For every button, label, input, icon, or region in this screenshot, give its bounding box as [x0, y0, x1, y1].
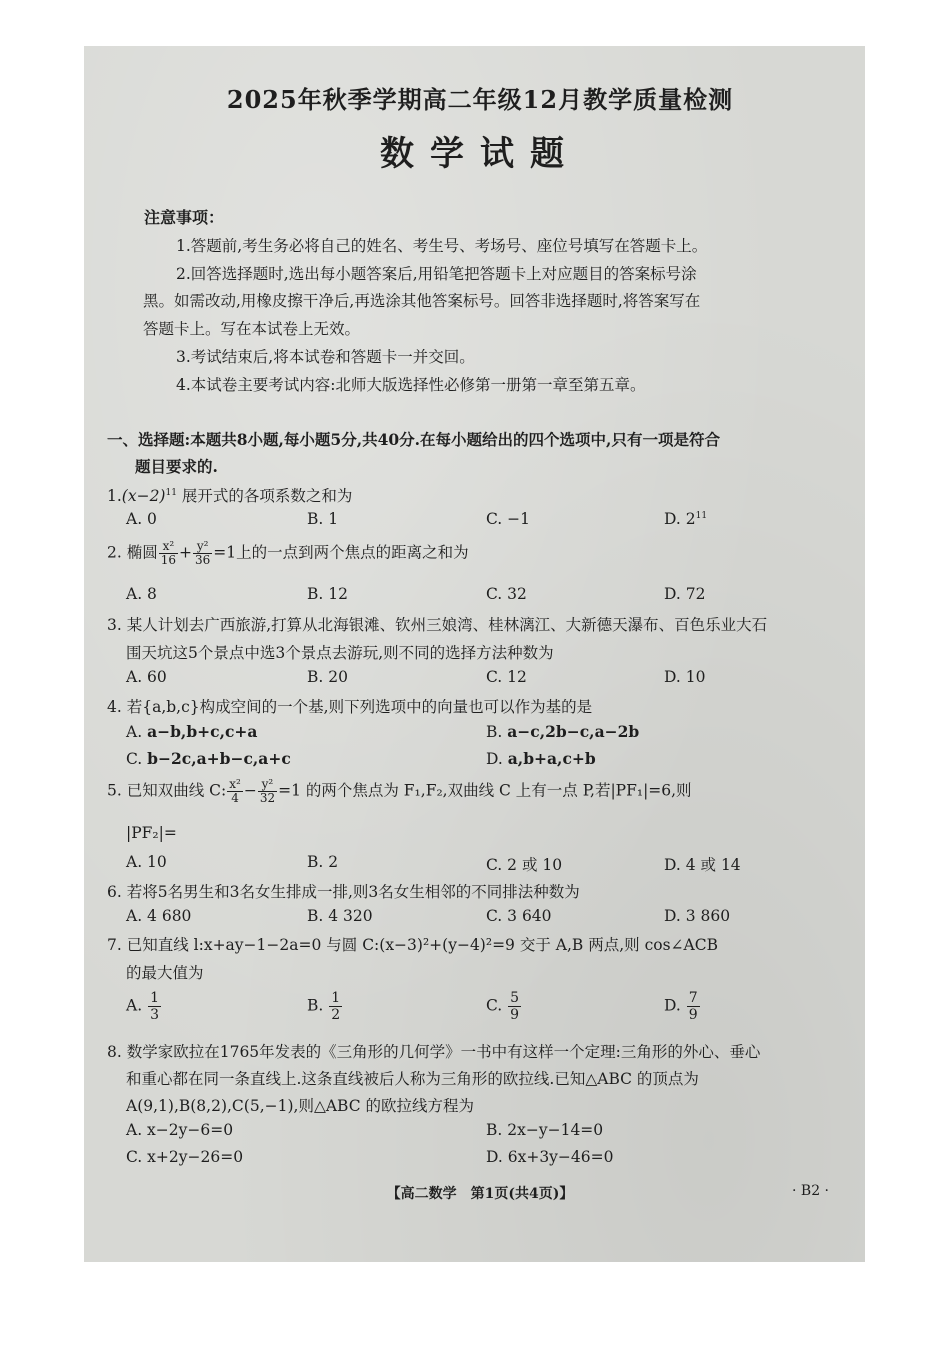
q2-fraction-y	[193, 540, 212, 567]
question-8: 8. 数学家欧拉在1765年发表的《三角形的几何学》一书中有这样一个定理:三角形的外心、垂心	[107, 1043, 761, 1061]
q7-option-d-fraction	[687, 990, 700, 1023]
q7-option-d-num: 7	[688, 990, 698, 1006]
q2-plus: +	[179, 543, 192, 562]
q1-number: 1.	[107, 487, 122, 505]
q4-option-a	[126, 722, 257, 741]
question-7-cont: 的最大值为	[126, 964, 204, 982]
q8-option-d: D. 6x+3y−46=0	[486, 1148, 614, 1166]
q1-option-d-base: D. 2	[664, 510, 696, 528]
q5-fraction-x	[227, 778, 243, 805]
q7-option-c-fraction	[508, 990, 521, 1023]
q1-exponent: 11	[165, 487, 177, 498]
q6-option-a: A. 4 680	[126, 907, 192, 925]
q2-fraction-y-den: 36	[195, 553, 211, 567]
q1-option-a: A. 0	[126, 510, 157, 528]
notice-item-2: 2.回答选择题时,选出每小题答案后,用铅笔把答题卡上对应题目的答案标号涂	[176, 265, 697, 283]
q2-fraction-y-num: y²	[193, 540, 212, 554]
q4-option-b	[486, 722, 639, 741]
q2-fraction-x-num: x²	[159, 540, 178, 554]
notice-item-4: 4.本试卷主要考试内容:北师大版选择性必修第一册第一章至第五章。	[176, 376, 646, 394]
q1-option-d	[664, 510, 707, 528]
q4-option-c-vectors: b−2c,a+b−c,a+c	[147, 749, 291, 768]
q7-option-a-label: A.	[126, 996, 143, 1015]
question-8-end: A(9,1),B(8,2),C(5,−1),则△ABC 的欧拉线方程为	[126, 1097, 475, 1115]
q4-option-d	[486, 749, 596, 768]
q6-option-c: C. 3 640	[486, 907, 552, 925]
q7-option-c-den: 9	[510, 1007, 520, 1023]
notice-heading: 注意事项：	[144, 208, 225, 227]
section-heading-cont: 题目要求的.	[135, 457, 218, 476]
section-heading: 一、选择题:本题共8小题,每小题5分,共40分.在每小题给出的四个选项中,只有一项是符合	[107, 430, 720, 449]
exam-subject-title: 数学试题	[380, 134, 580, 174]
question-5-cont: |PF₂|=	[126, 824, 177, 842]
exam-title: 2025年秋季学期高二年级12月教学质量检测	[226, 85, 734, 114]
q1-text: 展开式的各项系数之和为	[176, 487, 353, 505]
q4-option-d-vectors: a,b+a,c+b	[507, 749, 596, 768]
q7-option-d	[664, 990, 701, 1023]
question-3: 3. 某人计划去广西旅游,打算从北海银滩、钦州三娘湾、桂林漓江、大新德天瀑布、百色乐业大石	[107, 616, 768, 634]
q4-option-a-vectors: a−b,b+c,c+a	[147, 722, 258, 741]
q5-option-d: D. 4 或 14	[664, 856, 741, 874]
question-5	[107, 778, 692, 805]
notice-item-2-end: 答题卡上。写在本试卷上无效。	[143, 320, 361, 338]
q7-option-a	[126, 990, 162, 1023]
q3-option-b: B. 20	[307, 668, 348, 686]
question-4: 4. 若{a,b,c}构成空间的一个基,则下列选项中的向量也可以作为基的是	[107, 698, 593, 716]
q2-option-b: B. 12	[307, 585, 348, 603]
q7-option-b	[307, 990, 343, 1023]
question-7: 7. 已知直线 l:x+ay−1−2a=0 与圆 C:(x−3)²+(y−4)²=9 交于 A,B 两点,则 cos∠ACB	[107, 936, 718, 954]
q7-option-b-den: 2	[331, 1007, 341, 1023]
q3-option-a: A. 60	[126, 668, 167, 686]
q5-text: =1 的两个焦点为 F₁,F₂,双曲线 C 上有一点 P,若|PF₁|=6,则	[278, 781, 692, 800]
question-6: 6. 若将5名男生和3名女生排成一排,则3名女生相邻的不同排法种数为	[107, 883, 580, 901]
q5-option-a: A. 10	[126, 853, 167, 871]
q4-option-c	[126, 749, 291, 768]
q4-option-b-vectors: a−c,2b−c,a−2b	[507, 722, 640, 741]
q5-fraction-x-den: 4	[231, 791, 239, 805]
q2-fraction-x-den: 16	[160, 553, 176, 567]
notice-item-2-cont: 黑。如需改动,用橡皮擦干净后,再选涂其他答案标号。回答非选择题时,将答案写在	[143, 292, 701, 310]
q7-option-a-fraction	[148, 990, 161, 1023]
q5-lead: 5. 已知双曲线 C:	[107, 781, 227, 800]
q6-option-d: D. 3 860	[664, 907, 731, 925]
paper-code: · B2 ·	[792, 1183, 829, 1199]
question-8-cont: 和重心都在同一条直线上.这条直线被后人称为三角形的欧拉线.已知△ABC 的顶点为	[126, 1070, 699, 1088]
q2-option-a: A. 8	[126, 585, 157, 603]
q4-option-a-label: A.	[126, 723, 143, 741]
q7-option-c-num: 5	[510, 990, 520, 1006]
q2-text: =1上的一点到两个焦点的距离之和为	[213, 543, 469, 562]
q4-option-d-label: D.	[486, 750, 503, 768]
q5-fraction-y-den: 32	[259, 791, 276, 805]
q3-option-d: D. 10	[664, 668, 706, 686]
q7-option-c-label: C.	[486, 996, 503, 1015]
notice-item-1: 1.答题前,考生务必将自己的姓名、考生号、考场号、座位号填写在答题卡上。	[176, 237, 708, 255]
q2-lead: 2. 椭圆	[107, 543, 158, 562]
q1-option-d-exp: 11	[695, 510, 708, 521]
q5-fraction-x-num: x²	[229, 777, 241, 791]
q7-option-b-label: B.	[307, 996, 324, 1015]
q5-option-b: B. 2	[307, 853, 339, 871]
question-2	[107, 540, 469, 567]
q4-option-c-label: C.	[126, 750, 143, 768]
q7-option-a-den: 3	[150, 1007, 159, 1023]
question-1	[107, 484, 352, 506]
q8-option-c: C. x+2y−26=0	[126, 1148, 244, 1166]
q3-option-c: C. 12	[486, 668, 527, 686]
question-3-cont: 围天坑这5个景点中选3个景点去游玩,则不同的选择方法种数为	[126, 644, 554, 662]
q6-option-b: B. 4 320	[307, 907, 373, 925]
notice-item-3: 3.考试结束后,将本试卷和答题卡一并交回。	[176, 348, 475, 366]
q4-option-b-label: B.	[486, 723, 503, 741]
q8-option-b: B. 2x−y−14=0	[486, 1121, 604, 1139]
q5-minus: −	[243, 781, 257, 800]
q7-option-b-num: 1	[331, 990, 341, 1006]
q7-option-d-label: D.	[664, 996, 681, 1015]
q5-fraction-y	[258, 778, 277, 805]
q1-option-c: C. −1	[486, 510, 531, 528]
q8-option-a: A. x−2y−6=0	[126, 1121, 234, 1139]
q5-option-c: C. 2 或 10	[486, 856, 563, 874]
page-footer: 【高二数学 第1页(共4页)】	[386, 1186, 574, 1202]
q2-option-c: C. 32	[486, 585, 527, 603]
q7-option-a-num: 1	[150, 990, 159, 1006]
q1-expression: (x−2)	[121, 487, 166, 505]
q7-option-b-fraction	[329, 990, 342, 1023]
q7-option-c	[486, 990, 522, 1023]
q2-fraction-x	[159, 540, 178, 567]
q7-option-d-den: 9	[688, 1007, 698, 1023]
q2-option-d: D. 72	[664, 585, 706, 603]
q5-fraction-y-num: y²	[258, 778, 277, 792]
q1-option-b: B. 1	[307, 510, 339, 528]
